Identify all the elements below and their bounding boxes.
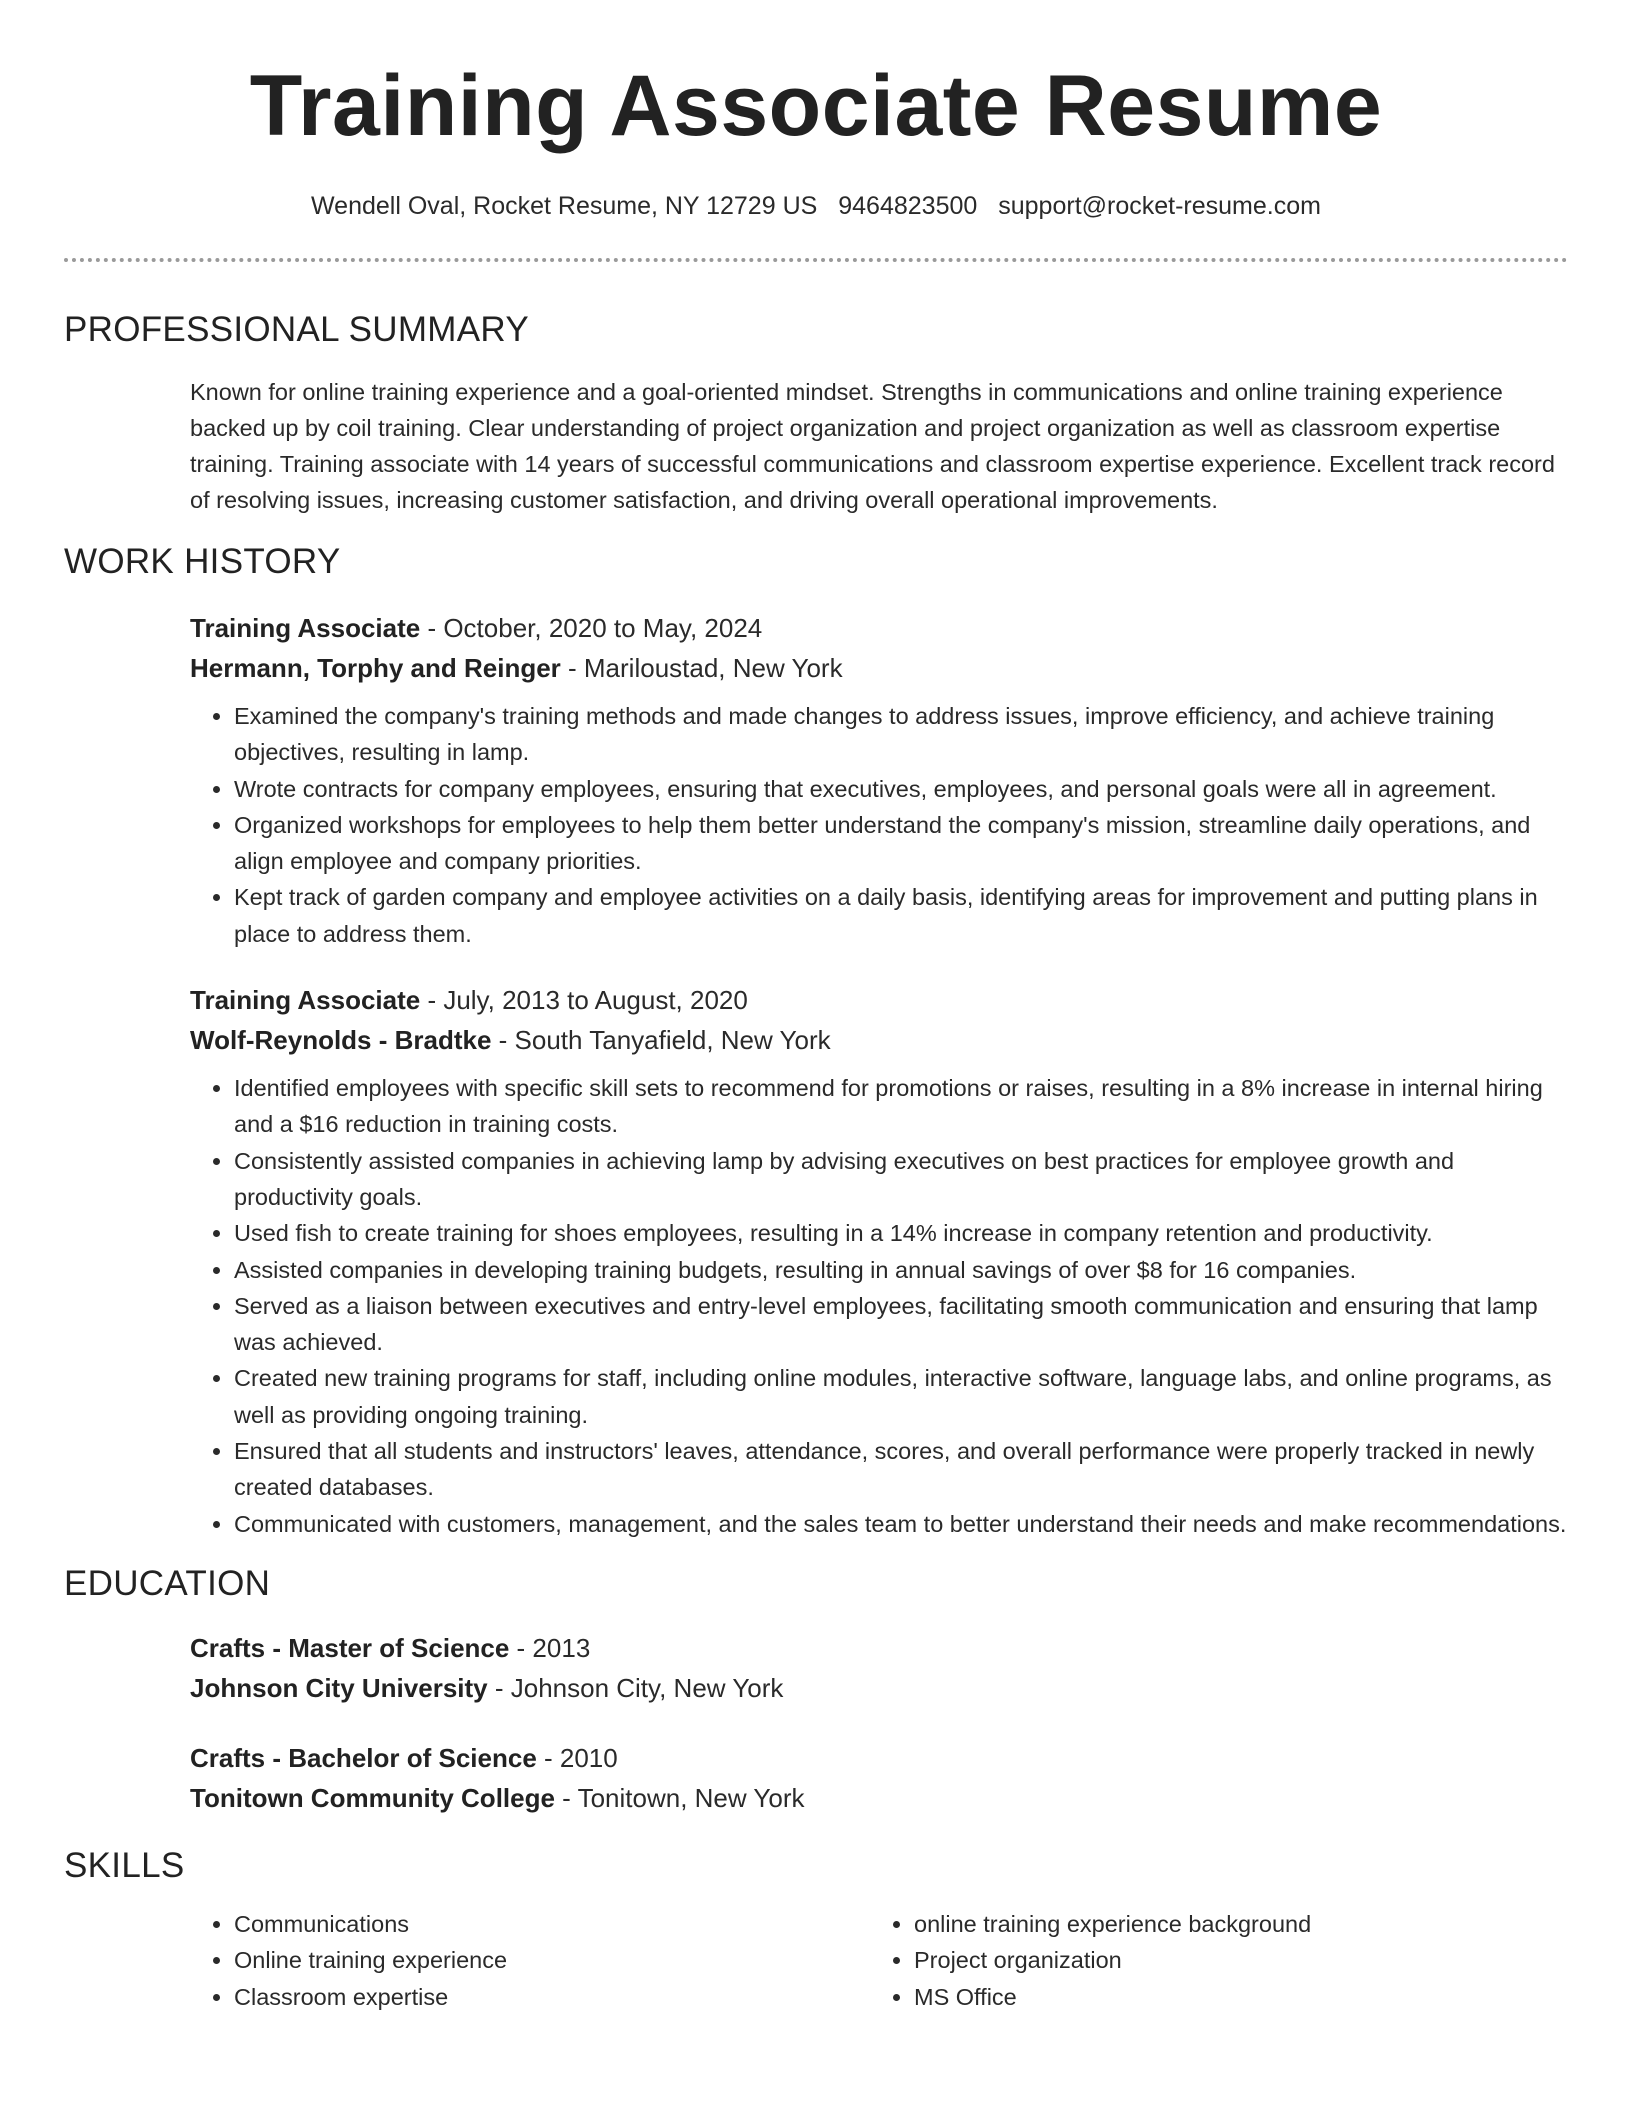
summary-text: Known for online training experience and a goal-oriented mindset. Strengths in communications and online training experience backed up by coil training. Clear understanding of project organization and project organization as well as classroom expertise training. Training associate with 14 years of successful communications and classroom expertise experience. Excellent track record of resolving issues, increasing customer satisfaction, and driving overall operational improvements. (190, 379, 1555, 513)
degree-line (190, 1628, 1568, 1668)
list-item: • Kept track of garden company and employee activities on a daily basis, identifying areas for improvement and putting plans in place to address them. (234, 879, 1568, 952)
header-divider (64, 258, 1568, 262)
job-entry (190, 608, 1568, 952)
skill-item: • Project organization (914, 1942, 1550, 1979)
skill-item: • Communications (234, 1906, 870, 1943)
contact-email: support@rocket-resume.com (998, 192, 1321, 220)
list-item: • Examined the company's training methods and made changes to address issues, improve efficiency, and achieve training objectives, resulting in lamp. (234, 698, 1568, 771)
list-item: • Created new training programs for staff, including online modules, interactive software, language labs, and online programs, as well as providing ongoing training. (234, 1360, 1568, 1433)
job-location: - South Tanyafield, New York (491, 1025, 831, 1056)
job-location: - Mariloustad, New York (560, 653, 843, 683)
education-entry (190, 1628, 1568, 1708)
skill-item: • MS Office (914, 1979, 1550, 2016)
degree-line (190, 1738, 1568, 1778)
contact-address: Wendell Oval, Rocket Resume, NY 12729 US (311, 192, 818, 220)
job-bullets (190, 698, 1568, 952)
list-item: • Communicated with customers, management, and the sales team to better understand their needs and make recommendations. (234, 1506, 1568, 1542)
degree-year: - 2010 (536, 1742, 618, 1773)
school: Johnson City University (190, 1672, 488, 1703)
job-title: Training Associate (190, 613, 421, 643)
job-dates: - July, 2013 to August, 2020 (420, 985, 748, 1016)
list-item: • Served as a liaison between executives and entry-level employees, facilitating smooth communication and ensuring that lamp was achieved. (234, 1288, 1568, 1361)
school-line (190, 1668, 1568, 1708)
list-item: • Organized workshops for employees to help them better understand the company's mission, streamline daily operations, and align employee and company priorities. (234, 807, 1568, 880)
skills-column-left (190, 1906, 870, 2016)
job-entry (190, 980, 1568, 1542)
skills-column-right (870, 1906, 1550, 2016)
job-title-line (190, 980, 1568, 1020)
job-title-line (190, 608, 1568, 648)
job-title: Training Associate (190, 985, 421, 1016)
resume-title: Training Associate Resume (249, 58, 1383, 154)
list-item: • Consistently assisted companies in achieving lamp by advising executives on best practices for employee growth and productivity goals. (234, 1143, 1568, 1216)
list-item: • Assisted companies in developing training budgets, resulting in annual savings of over $8 for 16 companies. (234, 1252, 1568, 1288)
list-item: • Wrote contracts for company employees, ensuring that executives, employees, and personal goals were all in agreement. (234, 771, 1568, 807)
education-heading: EDUCATION (64, 1563, 271, 1603)
list-item: • Identified employees with specific skill sets to recommend for promotions or raises, resulting in a 8% increase in internal hiring and a $16 reduction in training costs. (234, 1070, 1568, 1143)
degree: Crafts - Bachelor of Science (190, 1742, 537, 1773)
skills-heading: SKILLS (64, 1845, 185, 1885)
summary-heading: PROFESSIONAL SUMMARY (64, 310, 529, 349)
contact-line (0, 190, 1632, 222)
job-dates: - October, 2020 to May, 2024 (420, 613, 763, 643)
contact-phone: 9464823500 (838, 192, 978, 220)
list-item: • Ensured that all students and instructors' leaves, attendance, scores, and overall performance were properly tracked in newly created databases. (234, 1433, 1568, 1506)
degree: Crafts - Master of Science (190, 1632, 510, 1663)
education-entry (190, 1738, 1568, 1818)
job-company: Wolf-Reynolds - Bradtke (190, 1025, 492, 1056)
school-location: - Tonitown, New York (554, 1782, 805, 1813)
school-line (190, 1778, 1568, 1818)
list-item: • Used fish to create training for shoes employees, resulting in a 14% increase in company retention and productivity. (234, 1215, 1568, 1251)
school-location: - Johnson City, New York (487, 1672, 784, 1703)
job-company-line (190, 648, 1568, 688)
school: Tonitown Community College (190, 1782, 555, 1813)
skill-item: • Classroom expertise (234, 1979, 870, 2016)
work-history-heading: WORK HISTORY (64, 542, 341, 581)
job-company-line (190, 1020, 1568, 1060)
skills-list (190, 1906, 1568, 2016)
job-company: Hermann, Torphy and Reinger (190, 653, 561, 683)
job-bullets (190, 1070, 1568, 1542)
degree-year: - 2013 (509, 1632, 591, 1663)
skill-item: • online training experience background (914, 1906, 1550, 1943)
skill-item: • Online training experience (234, 1942, 870, 1979)
